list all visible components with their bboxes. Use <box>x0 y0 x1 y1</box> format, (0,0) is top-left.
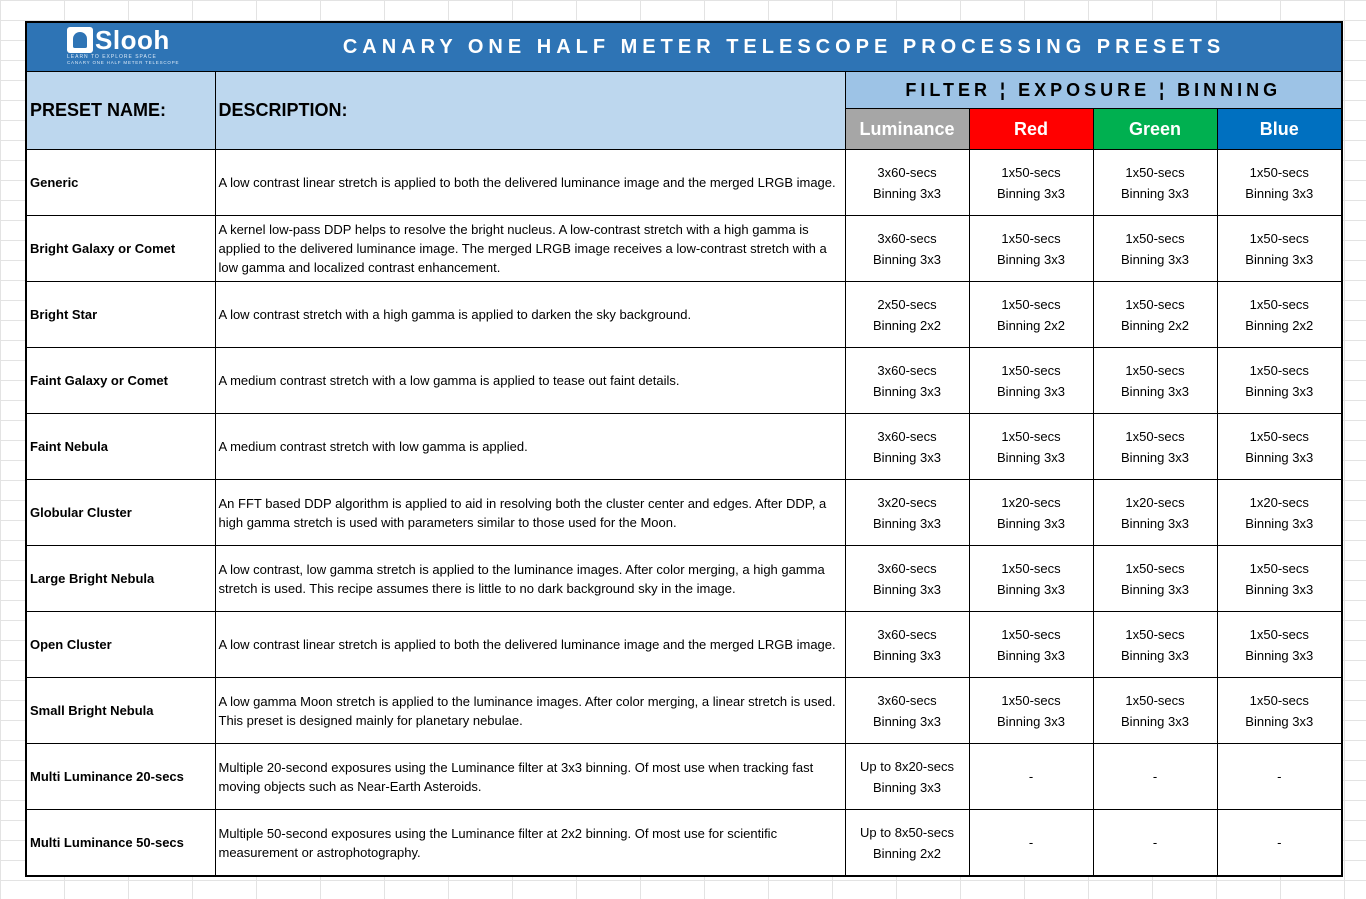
logo-subtag: CANARY ONE HALF METER TELESCOPE <box>67 60 180 65</box>
exposure-cell-luminance <box>845 150 969 216</box>
exposure-cell-luminance <box>845 216 969 282</box>
preset-description-cell: An FFT based DDP algorithm is applied to aid in resolving both the cluster center and edges. After DDP, a high gamma stretch is used with parameters similar to those used for the Moon. <box>215 480 845 546</box>
exposure-cell-blue <box>1217 480 1342 546</box>
exposure-cell-luminance <box>845 612 969 678</box>
exposure-value: 1x50-secs <box>1249 164 1309 180</box>
exposure-value: 1x20-secs <box>1001 494 1061 510</box>
exposure-value: - <box>1028 835 1034 850</box>
exposure-cell-luminance <box>845 480 969 546</box>
exposure-value: 1x50-secs <box>1249 362 1309 378</box>
exposure-value: 3x60-secs <box>877 428 937 444</box>
exposure-value: 1x50-secs <box>1249 428 1309 444</box>
exposure-value: 1x50-secs <box>1001 626 1061 642</box>
exposure-value: 1x50-secs <box>1001 560 1061 576</box>
page-title: CANARY ONE HALF METER TELESCOPE PROCESSING PRESETS <box>342 35 1226 58</box>
preset-name-cell: Faint Nebula <box>26 414 215 480</box>
binning-value: Binning 3x3 <box>997 647 1065 663</box>
binning-value: Binning 3x3 <box>1245 251 1314 267</box>
exposure-value: 3x20-secs <box>877 494 937 510</box>
exposure-cell-green <box>1093 612 1217 678</box>
title-bar <box>26 22 1342 72</box>
title-cell <box>26 22 1342 72</box>
presets-table <box>25 21 1343 877</box>
exposure-value: 3x60-secs <box>877 692 937 708</box>
exposure-cell-luminance <box>845 810 969 877</box>
exposure-cell-luminance <box>845 414 969 480</box>
binning-value: Binning 3x3 <box>1245 713 1314 729</box>
exposure-cell-blue <box>1217 678 1342 744</box>
preset-description-cell: A low contrast stretch with a high gamma is applied to darken the sky background. <box>215 282 845 348</box>
exposure-cell-luminance <box>845 282 969 348</box>
exposure-value: 1x50-secs <box>1125 362 1185 378</box>
exposure-cell-red <box>969 480 1093 546</box>
table-row <box>26 480 1342 546</box>
exposure-value: 1x50-secs <box>1001 164 1061 180</box>
exposure-value: 1x50-secs <box>1249 692 1309 708</box>
preset-name-cell: Faint Galaxy or Comet <box>26 348 215 414</box>
exposure-value: 2x50-secs <box>877 296 937 312</box>
exposure-cell-green <box>1093 810 1217 877</box>
exposure-cell-luminance <box>845 678 969 744</box>
logo-tagline: LEARN TO EXPLORE SPACE <box>67 54 157 60</box>
binning-value: Binning 3x3 <box>997 515 1065 531</box>
table-row <box>26 414 1342 480</box>
exposure-cell-green <box>1093 150 1217 216</box>
header-description: DESCRIPTION: <box>215 72 845 150</box>
exposure-value: 1x50-secs <box>1125 230 1185 246</box>
preset-name-cell: Large Bright Nebula <box>26 546 215 612</box>
exposure-value: 1x50-secs <box>1125 428 1185 444</box>
binning-value: Binning 3x3 <box>1121 713 1189 729</box>
logo-text: Slooh <box>95 25 170 55</box>
binning-value: Binning 3x3 <box>873 713 941 729</box>
exposure-value: 1x20-secs <box>1249 494 1309 510</box>
exposure-value: 1x20-secs <box>1125 494 1185 510</box>
binning-value: Binning 2x2 <box>1245 317 1314 333</box>
table-row <box>26 546 1342 612</box>
exposure-cell-red <box>969 546 1093 612</box>
header-filter-blue: Blue <box>1217 109 1342 150</box>
exposure-cell-red <box>969 414 1093 480</box>
binning-value: Binning 2x2 <box>873 845 941 861</box>
header-row-1 <box>26 72 1342 109</box>
exposure-value: 1x50-secs <box>1001 692 1061 708</box>
exposure-value: 1x50-secs <box>1249 626 1309 642</box>
exposure-cell-green <box>1093 216 1217 282</box>
exposure-value: - <box>1277 835 1282 850</box>
exposure-cell-green <box>1093 744 1217 810</box>
exposure-value: - <box>1028 769 1034 784</box>
binning-value: Binning 3x3 <box>1245 185 1314 201</box>
exposure-value: - <box>1152 835 1158 850</box>
exposure-value: 1x50-secs <box>1001 230 1061 246</box>
header-filter-luminance: Luminance <box>845 109 969 150</box>
preset-description-cell: A kernel low-pass DDP helps to resolve the bright nucleus. A low-contrast stretch with a high gamma is applied to the delivered luminance image. The merged LRGB image receives a low-contrast stretch with a low gamma and localized contrast enhancement. <box>215 216 845 282</box>
exposure-value: - <box>1152 769 1158 784</box>
exposure-value: 1x50-secs <box>1125 296 1185 312</box>
table-row <box>26 612 1342 678</box>
exposure-cell-blue <box>1217 810 1342 877</box>
binning-value: Binning 3x3 <box>873 449 941 465</box>
binning-value: Binning 3x3 <box>997 713 1065 729</box>
exposure-cell-luminance <box>845 744 969 810</box>
binning-value: Binning 2x2 <box>1121 317 1189 333</box>
binning-value: Binning 3x3 <box>1121 251 1189 267</box>
preset-name-cell: Bright Galaxy or Comet <box>26 216 215 282</box>
preset-description-cell: A low contrast linear stretch is applied to both the delivered luminance image and the merged LRGB image. <box>215 612 845 678</box>
table-row <box>26 216 1342 282</box>
binning-value: Binning 3x3 <box>873 515 941 531</box>
preset-description-cell: A low contrast, low gamma stretch is applied to the luminance images. After color merging, a high gamma stretch is used. This recipe assumes there is little to no dark background sky in the image. <box>215 546 845 612</box>
preset-name-cell: Generic <box>26 150 215 216</box>
binning-value: Binning 2x2 <box>997 317 1065 333</box>
exposure-cell-blue <box>1217 348 1342 414</box>
header-filter-green: Green <box>1093 109 1217 150</box>
header-filter-group: FILTER ¦ EXPOSURE ¦ BINNING <box>845 72 1342 109</box>
exposure-value: 1x50-secs <box>1125 692 1185 708</box>
exposure-cell-green <box>1093 480 1217 546</box>
binning-value: Binning 3x3 <box>873 779 941 795</box>
exposure-cell-luminance <box>845 546 969 612</box>
binning-value: Binning 3x3 <box>1121 515 1189 531</box>
exposure-value: 3x60-secs <box>877 362 937 378</box>
exposure-value: 3x60-secs <box>877 560 937 576</box>
preset-name-cell: Open Cluster <box>26 612 215 678</box>
table-row <box>26 810 1342 877</box>
exposure-value: 3x60-secs <box>877 230 937 246</box>
exposure-cell-red <box>969 810 1093 877</box>
exposure-cell-red <box>969 282 1093 348</box>
binning-value: Binning 3x3 <box>873 251 941 267</box>
exposure-value: 1x50-secs <box>1249 296 1309 312</box>
preset-description-cell: A medium contrast stretch with a low gamma is applied to tease out faint details. <box>215 348 845 414</box>
exposure-cell-blue <box>1217 744 1342 810</box>
preset-description-cell: A low contrast linear stretch is applied to both the delivered luminance image and the merged LRGB image. <box>215 150 845 216</box>
exposure-cell-blue <box>1217 216 1342 282</box>
binning-value: Binning 3x3 <box>997 185 1065 201</box>
binning-value: Binning 3x3 <box>1121 383 1189 399</box>
slooh-logo <box>67 27 179 65</box>
binning-value: Binning 3x3 <box>873 647 941 663</box>
exposure-value: 3x60-secs <box>877 626 937 642</box>
exposure-value: 1x50-secs <box>1125 560 1185 576</box>
exposure-value: 1x50-secs <box>1249 560 1309 576</box>
exposure-cell-blue <box>1217 546 1342 612</box>
exposure-cell-blue <box>1217 612 1342 678</box>
preset-name-cell: Multi Luminance 20-secs <box>26 744 215 810</box>
binning-value: Binning 3x3 <box>1121 647 1189 663</box>
table-row <box>26 744 1342 810</box>
exposure-cell-red <box>969 216 1093 282</box>
preset-description-cell: Multiple 20-second exposures using the Luminance filter at 3x3 binning. Of most use when tracking fast moving objects such as Near-Earth Asteroids. <box>215 744 845 810</box>
exposure-value: 1x50-secs <box>1249 230 1309 246</box>
exposure-cell-green <box>1093 678 1217 744</box>
preset-name-cell: Multi Luminance 50-secs <box>26 810 215 877</box>
binning-value: Binning 3x3 <box>873 581 941 597</box>
binning-value: Binning 3x3 <box>1245 647 1314 663</box>
binning-value: Binning 3x3 <box>1245 515 1314 531</box>
exposure-cell-red <box>969 678 1093 744</box>
preset-name-cell: Small Bright Nebula <box>26 678 215 744</box>
preset-description-cell: A low gamma Moon stretch is applied to the luminance images. After color merging, a linear stretch is used. This preset is designed mainly for planetary nebulae. <box>215 678 845 744</box>
binning-value: Binning 3x3 <box>1121 185 1189 201</box>
binning-value: Binning 3x3 <box>873 383 941 399</box>
binning-value: Binning 3x3 <box>1121 449 1189 465</box>
table-row <box>26 282 1342 348</box>
exposure-value: - <box>1277 769 1282 784</box>
table-row <box>26 678 1342 744</box>
exposure-cell-red <box>969 744 1093 810</box>
binning-value: Binning 3x3 <box>1245 581 1314 597</box>
exposure-cell-green <box>1093 414 1217 480</box>
slooh-logo-icon <box>67 27 93 53</box>
table-row <box>26 150 1342 216</box>
exposure-cell-red <box>969 150 1093 216</box>
exposure-value: Up to 8x20-secs <box>860 758 954 774</box>
exposure-value: 1x50-secs <box>1001 296 1061 312</box>
exposure-cell-red <box>969 612 1093 678</box>
exposure-value: 1x50-secs <box>1001 428 1061 444</box>
exposure-cell-green <box>1093 282 1217 348</box>
table-row <box>26 348 1342 414</box>
exposure-value: 1x50-secs <box>1001 362 1061 378</box>
exposure-cell-red <box>969 348 1093 414</box>
exposure-cell-green <box>1093 546 1217 612</box>
exposure-cell-blue <box>1217 414 1342 480</box>
header-preset-name: PRESET NAME: <box>26 72 215 150</box>
binning-value: Binning 3x3 <box>997 449 1065 465</box>
preset-name-cell: Bright Star <box>26 282 215 348</box>
exposure-cell-green <box>1093 348 1217 414</box>
binning-value: Binning 3x3 <box>997 383 1065 399</box>
presets-table-container <box>25 21 1341 877</box>
exposure-value: 3x60-secs <box>877 164 937 180</box>
exposure-value: 1x50-secs <box>1125 164 1185 180</box>
preset-name-cell: Globular Cluster <box>26 480 215 546</box>
exposure-value: 1x50-secs <box>1125 626 1185 642</box>
binning-value: Binning 3x3 <box>997 251 1065 267</box>
binning-value: Binning 3x3 <box>1245 383 1314 399</box>
header-filter-red: Red <box>969 109 1093 150</box>
binning-value: Binning 3x3 <box>1245 449 1314 465</box>
exposure-cell-luminance <box>845 348 969 414</box>
binning-value: Binning 3x3 <box>1121 581 1189 597</box>
preset-description-cell: A medium contrast stretch with low gamma is applied. <box>215 414 845 480</box>
exposure-value: Up to 8x50-secs <box>860 824 954 840</box>
binning-value: Binning 3x3 <box>873 185 941 201</box>
exposure-cell-blue <box>1217 282 1342 348</box>
preset-description-cell: Multiple 50-second exposures using the Luminance filter at 2x2 binning. Of most use for scientific measurement or astrophotography. <box>215 810 845 877</box>
exposure-cell-blue <box>1217 150 1342 216</box>
binning-value: Binning 3x3 <box>997 581 1065 597</box>
binning-value: Binning 2x2 <box>873 317 941 333</box>
